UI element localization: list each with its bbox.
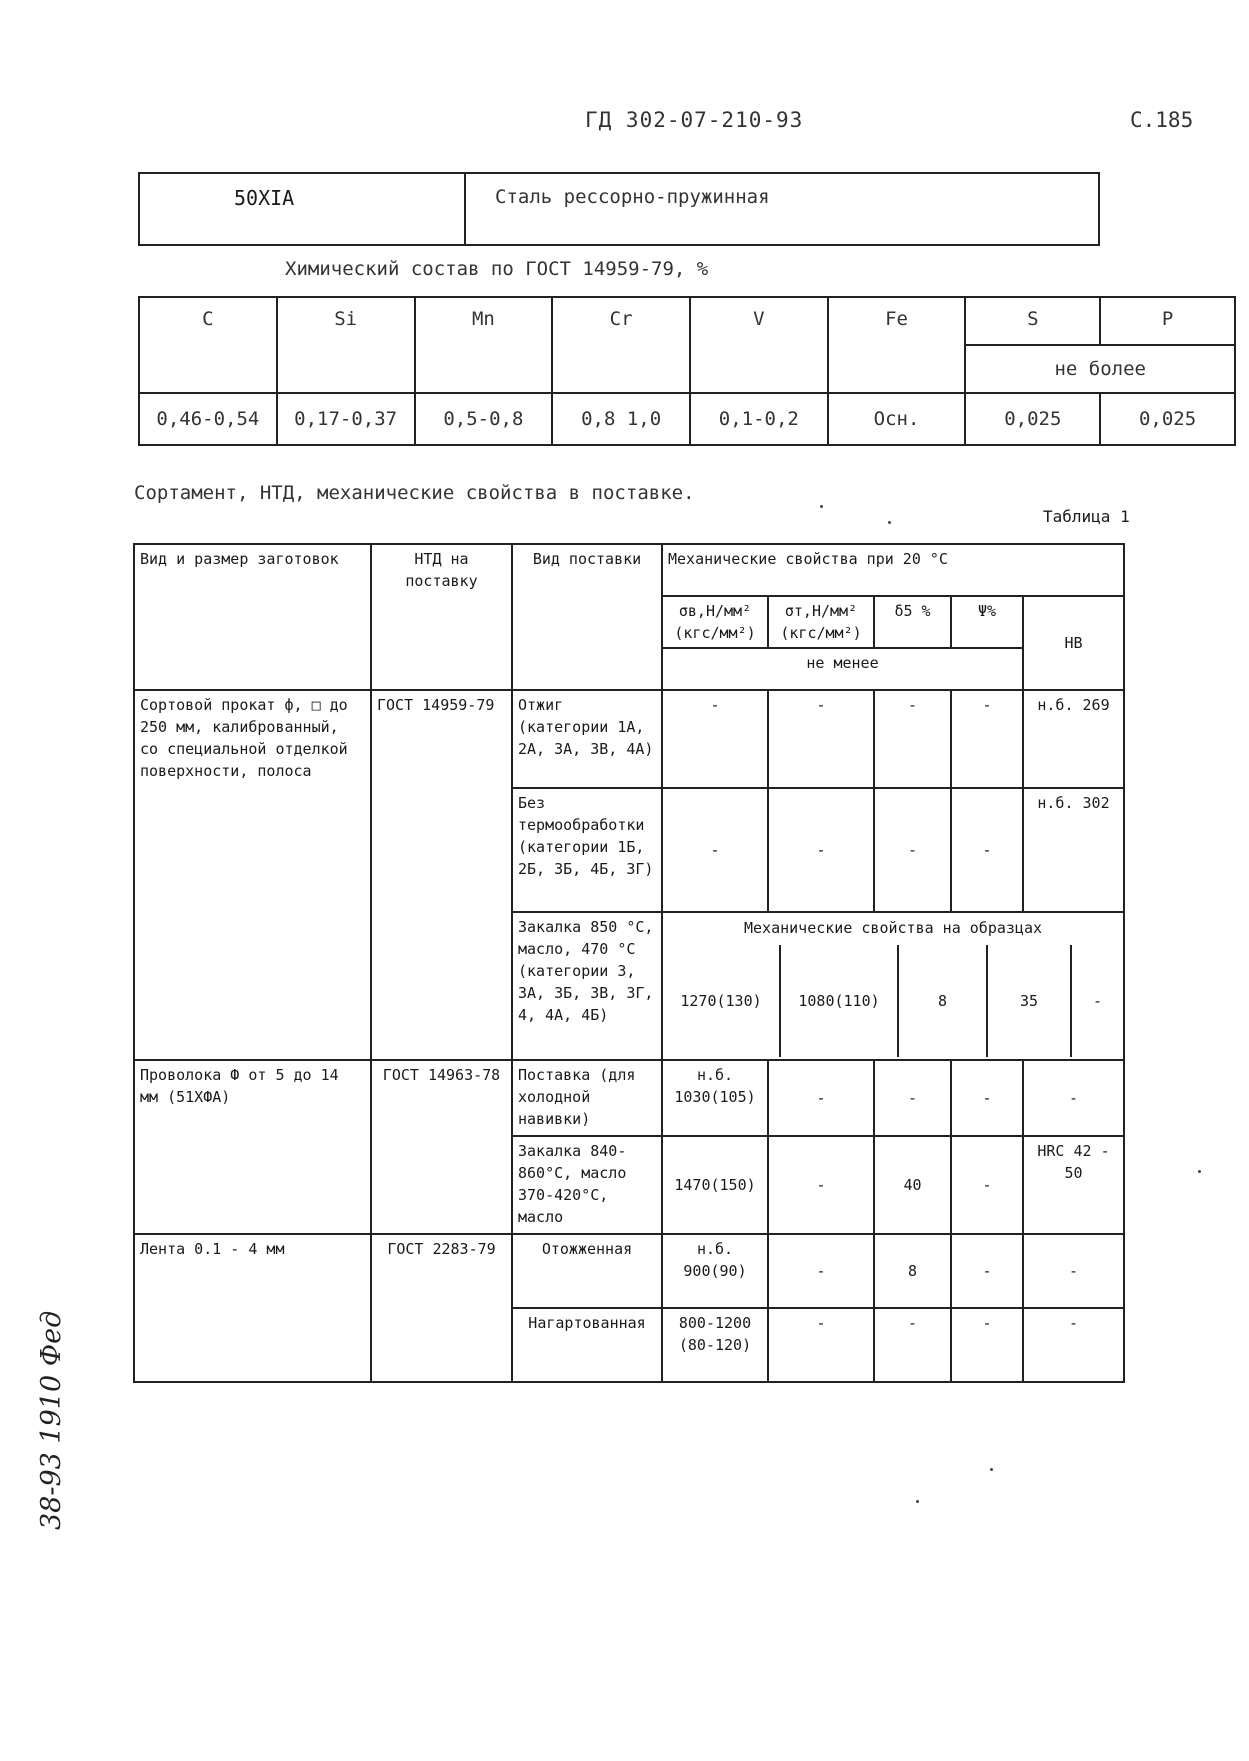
chem-table [138, 296, 1236, 446]
row1c-delta5: 8 [898, 945, 987, 1057]
row3b-psi: - [951, 1308, 1023, 1382]
row1b-delivery: Без термообработки (категории 1Б, 2Б, 3Б, 4Б, 3Г) [512, 788, 662, 912]
row2b-hb: HRC 42 - 50 [1023, 1136, 1124, 1234]
row2b-psi: - [951, 1136, 1023, 1234]
grade-divider [464, 174, 466, 244]
row2b-sigma-t: - [768, 1136, 874, 1234]
handwritten-note: 38-93 1910 Фед [36, 1310, 67, 1530]
row1a-delivery: Отжиг (категории 1А, 2А, 3А, 3В, 4А) [512, 690, 662, 788]
row1c-note: Механические свойства на образцах [744, 919, 1043, 937]
row1a-delta5: - [874, 690, 951, 788]
chem-value-c: 0,46-0,54 [139, 393, 277, 445]
chem-value-cr: 0,8 1,0 [552, 393, 690, 445]
table-label: Таблица 1 [1043, 507, 1130, 526]
row2b-delivery: Закалка 840-860°С, масло 370-420°С, масло [512, 1136, 662, 1234]
scan-speck [990, 1468, 993, 1471]
row3a-delivery: Отожженная [512, 1234, 662, 1308]
row1c-delivery: Закалка 850 °С, масло, 470 °С (категории 3, 3А, 3Б, 3В, 3Г, 4, 4А, 4Б) [512, 912, 662, 1060]
scan-speck [916, 1500, 919, 1503]
chem-value-si: 0,17-0,37 [277, 393, 415, 445]
chem-value-s: 0,025 [965, 393, 1100, 445]
row2a-sigma-t: - [768, 1060, 874, 1136]
row1a-psi: - [951, 690, 1023, 788]
row1-ntd: ГОСТ 14959-79 [371, 690, 512, 1060]
row3a-sigma-t: - [768, 1234, 874, 1308]
row2b-delta5: 40 [874, 1136, 951, 1234]
row3b-delivery: Нагартованная [512, 1308, 662, 1382]
row3-kind: Лента 0.1 - 4 мм [134, 1234, 371, 1382]
chem-value-p: 0,025 [1100, 393, 1235, 445]
row1c-psi: 35 [987, 945, 1071, 1057]
header-ntd: НТД на поставку [371, 544, 512, 690]
document-code: ГД 302-07-210-93 [585, 108, 804, 132]
row1-kind: Сортовой прокат ф, □ до 250 мм, калиброванный, со специальной отделкой поверхности, полоса [134, 690, 371, 1060]
chem-header-si: Si [277, 297, 415, 393]
chem-header-v: V [690, 297, 828, 393]
row2a-delivery: Поставка (для холодной навивки) [512, 1060, 662, 1136]
row1b-sigma-t: - [768, 788, 874, 912]
sortament-table [133, 543, 1125, 1383]
chem-header-c: C [139, 297, 277, 393]
scan-speck [1198, 1170, 1201, 1173]
row3b-hb: - [1023, 1308, 1124, 1382]
header-mech: Механические свойства при 20 °С [662, 544, 1124, 596]
header-psi: Ψ% [951, 596, 1023, 648]
page-number: С.185 [1130, 108, 1194, 132]
chem-value-mn: 0,5-0,8 [415, 393, 553, 445]
chem-title: Химический состав по ГОСТ 14959-79, % [285, 258, 709, 280]
header-kind-size: Вид и размер заготовок [134, 544, 371, 690]
scan-speck [820, 505, 823, 508]
header-delta5: δ5 % [874, 596, 951, 648]
row2a-hb: - [1023, 1060, 1124, 1136]
header-sigma-b: σв,Н/мм² (кгс/мм²) [662, 596, 768, 648]
row1c-sigma-t: 1080(110) [780, 945, 898, 1057]
row3b-sigma-t: - [768, 1308, 874, 1382]
sortament-title: Сортамент, НТД, механические свойства в поставке. [134, 482, 695, 504]
row2a-psi: - [951, 1060, 1023, 1136]
chem-header-s: S [965, 297, 1100, 345]
row1a-sigma-b: - [662, 690, 768, 788]
row1c-hb: - [1092, 992, 1103, 1010]
row2a-sigma-b: н.б. 1030(105) [662, 1060, 768, 1136]
row1b-psi: - [951, 788, 1023, 912]
chem-value-fe: Осн. [828, 393, 966, 445]
row3a-sigma-b: н.б. 900(90) [662, 1234, 768, 1308]
row3a-psi: - [951, 1234, 1023, 1308]
chem-subheader: не более [965, 345, 1235, 393]
header-delivery: Вид поставки [512, 544, 662, 690]
chem-header-p: P [1100, 297, 1235, 345]
grade-description: Сталь рессорно-пружинная [495, 186, 770, 208]
row3b-delta5: - [874, 1308, 951, 1382]
header-sigma-t: σт,Н/мм² (кгс/мм²) [768, 596, 874, 648]
row1c-sigma-b: 1270(130) [663, 945, 780, 1057]
row1b-hb: н.б. 302 [1023, 788, 1124, 912]
chem-header-fe: Fe [828, 297, 966, 393]
row2-ntd: ГОСТ 14963-78 [371, 1060, 512, 1234]
row2a-delta5: - [874, 1060, 951, 1136]
row1b-delta5: - [874, 788, 951, 912]
row1a-sigma-t: - [768, 690, 874, 788]
row1b-sigma-b: - [662, 788, 768, 912]
row1a-hb: н.б. 269 [1023, 690, 1124, 788]
row3-ntd: ГОСТ 2283-79 [371, 1234, 512, 1382]
chem-header-mn: Mn [415, 297, 553, 393]
header-not-less: не менее [662, 648, 1023, 690]
chem-header-cr: Cr [552, 297, 690, 393]
grade-box [138, 172, 1100, 246]
row2b-sigma-b: 1470(150) [662, 1136, 768, 1234]
row3a-delta5: 8 [874, 1234, 951, 1308]
row2-kind: Проволока Ф от 5 до 14 мм (51ХФА) [134, 1060, 371, 1234]
row3b-sigma-b: 800-1200 (80-120) [662, 1308, 768, 1382]
chem-value-v: 0,1-0,2 [690, 393, 828, 445]
row3a-hb: - [1023, 1234, 1124, 1308]
row1c-values [662, 912, 1124, 1060]
header-hb: НВ [1023, 596, 1124, 690]
grade-name: 50ХIА [234, 186, 295, 210]
scan-speck [888, 521, 891, 524]
